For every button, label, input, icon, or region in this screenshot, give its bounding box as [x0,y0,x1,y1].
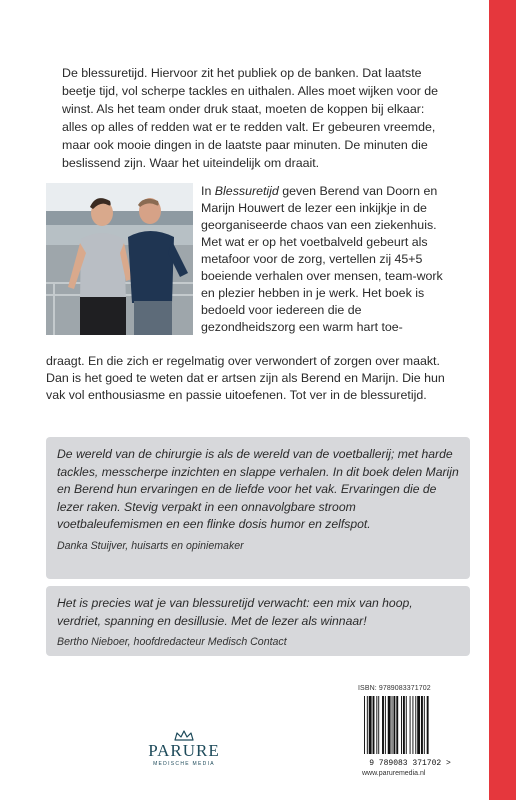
description-body: geven Berend van Doorn en Marijn Houwert de lezer een inkijkje in de georganiseerde chaos van een ziekenhuis. Met wat er op het voetbalveld gebeurt als metafoor voor de zorg, vertellen zij 45+5 boeiende verhalen over mensen, team-work en plezier hebben in je werk. Het boek is bedoeld voor iedereen die de gezondheidszorg een warm hart toe- [201,184,443,334]
publisher-name: PARURE [148,741,220,760]
quote-box-2 [46,586,470,656]
quote-box-1 [46,437,470,579]
book-description-tail: draagt. En die zich er regelmatig over verwondert of zorgen over maakt. Dan is het goed te weten dat er artsen zijn als Berend en Marijn. Die hun vak vol enthousiasme en passie uitoefenen. Tot ver in de blessuretijd. [46,354,445,402]
barcode-block [358,685,462,777]
quote-text: De wereld van de chirurgie is als de wereld van de voetballerij; met harde tackles, messcherpe inzichten en slappe verhalen. In dit boek delen Marijn en Berend hun ervaringen en de liefde voor het vak. Ervaringen die de lezer raken. Stevig verpakt in een onnavolgbare stroom voetbaleufemismen en een flinke dosis humor en zelfspot. [57,447,459,531]
quote-attribution: Danka Stuijver, huisarts en opiniemaker [57,539,244,552]
author-photo-illustration [46,183,193,335]
quote-text: Het is precies wat je van blessuretijd verwacht: een mix van hoop, verdriet, spanning en desillusie. Met de lezer als winnaar! [57,596,413,628]
book-title: Blessuretijd [214,184,279,198]
publisher-subtitle: MEDISCHE MEDIA [153,761,215,767]
publisher-logo [145,730,223,767]
book-description [201,183,456,336]
publisher-url: www.paruremedia.nl [362,770,426,777]
intro-paragraph: De blessuretijd. Hiervoor zit het publiek op de banken. Dat laatste beetje tijd, vol scherpe tackles en uithalen. Alles moet wijken voor de winst. Als het team onder druk staat, moeten de koppen bij elkaar: alles op alles of redden wat er te redden valt. Er gebeuren vreemde, maar ook mooie dingen in de laatste paar minuten. De minuten die beslissend zijn. Waar het uiteindelijk om draait. [62,66,439,170]
description-prefix: In [201,184,215,198]
barcode-graphic [358,694,462,768]
red-spine-band [489,0,516,800]
barcode-digits: 9 789083 371702 > [369,759,451,768]
author-photo [46,183,193,335]
isbn-label: ISBN: 9789083371702 [358,685,431,692]
quote-attribution: Bertho Nieboer, hoofdredacteur Medisch Contact [57,636,287,648]
